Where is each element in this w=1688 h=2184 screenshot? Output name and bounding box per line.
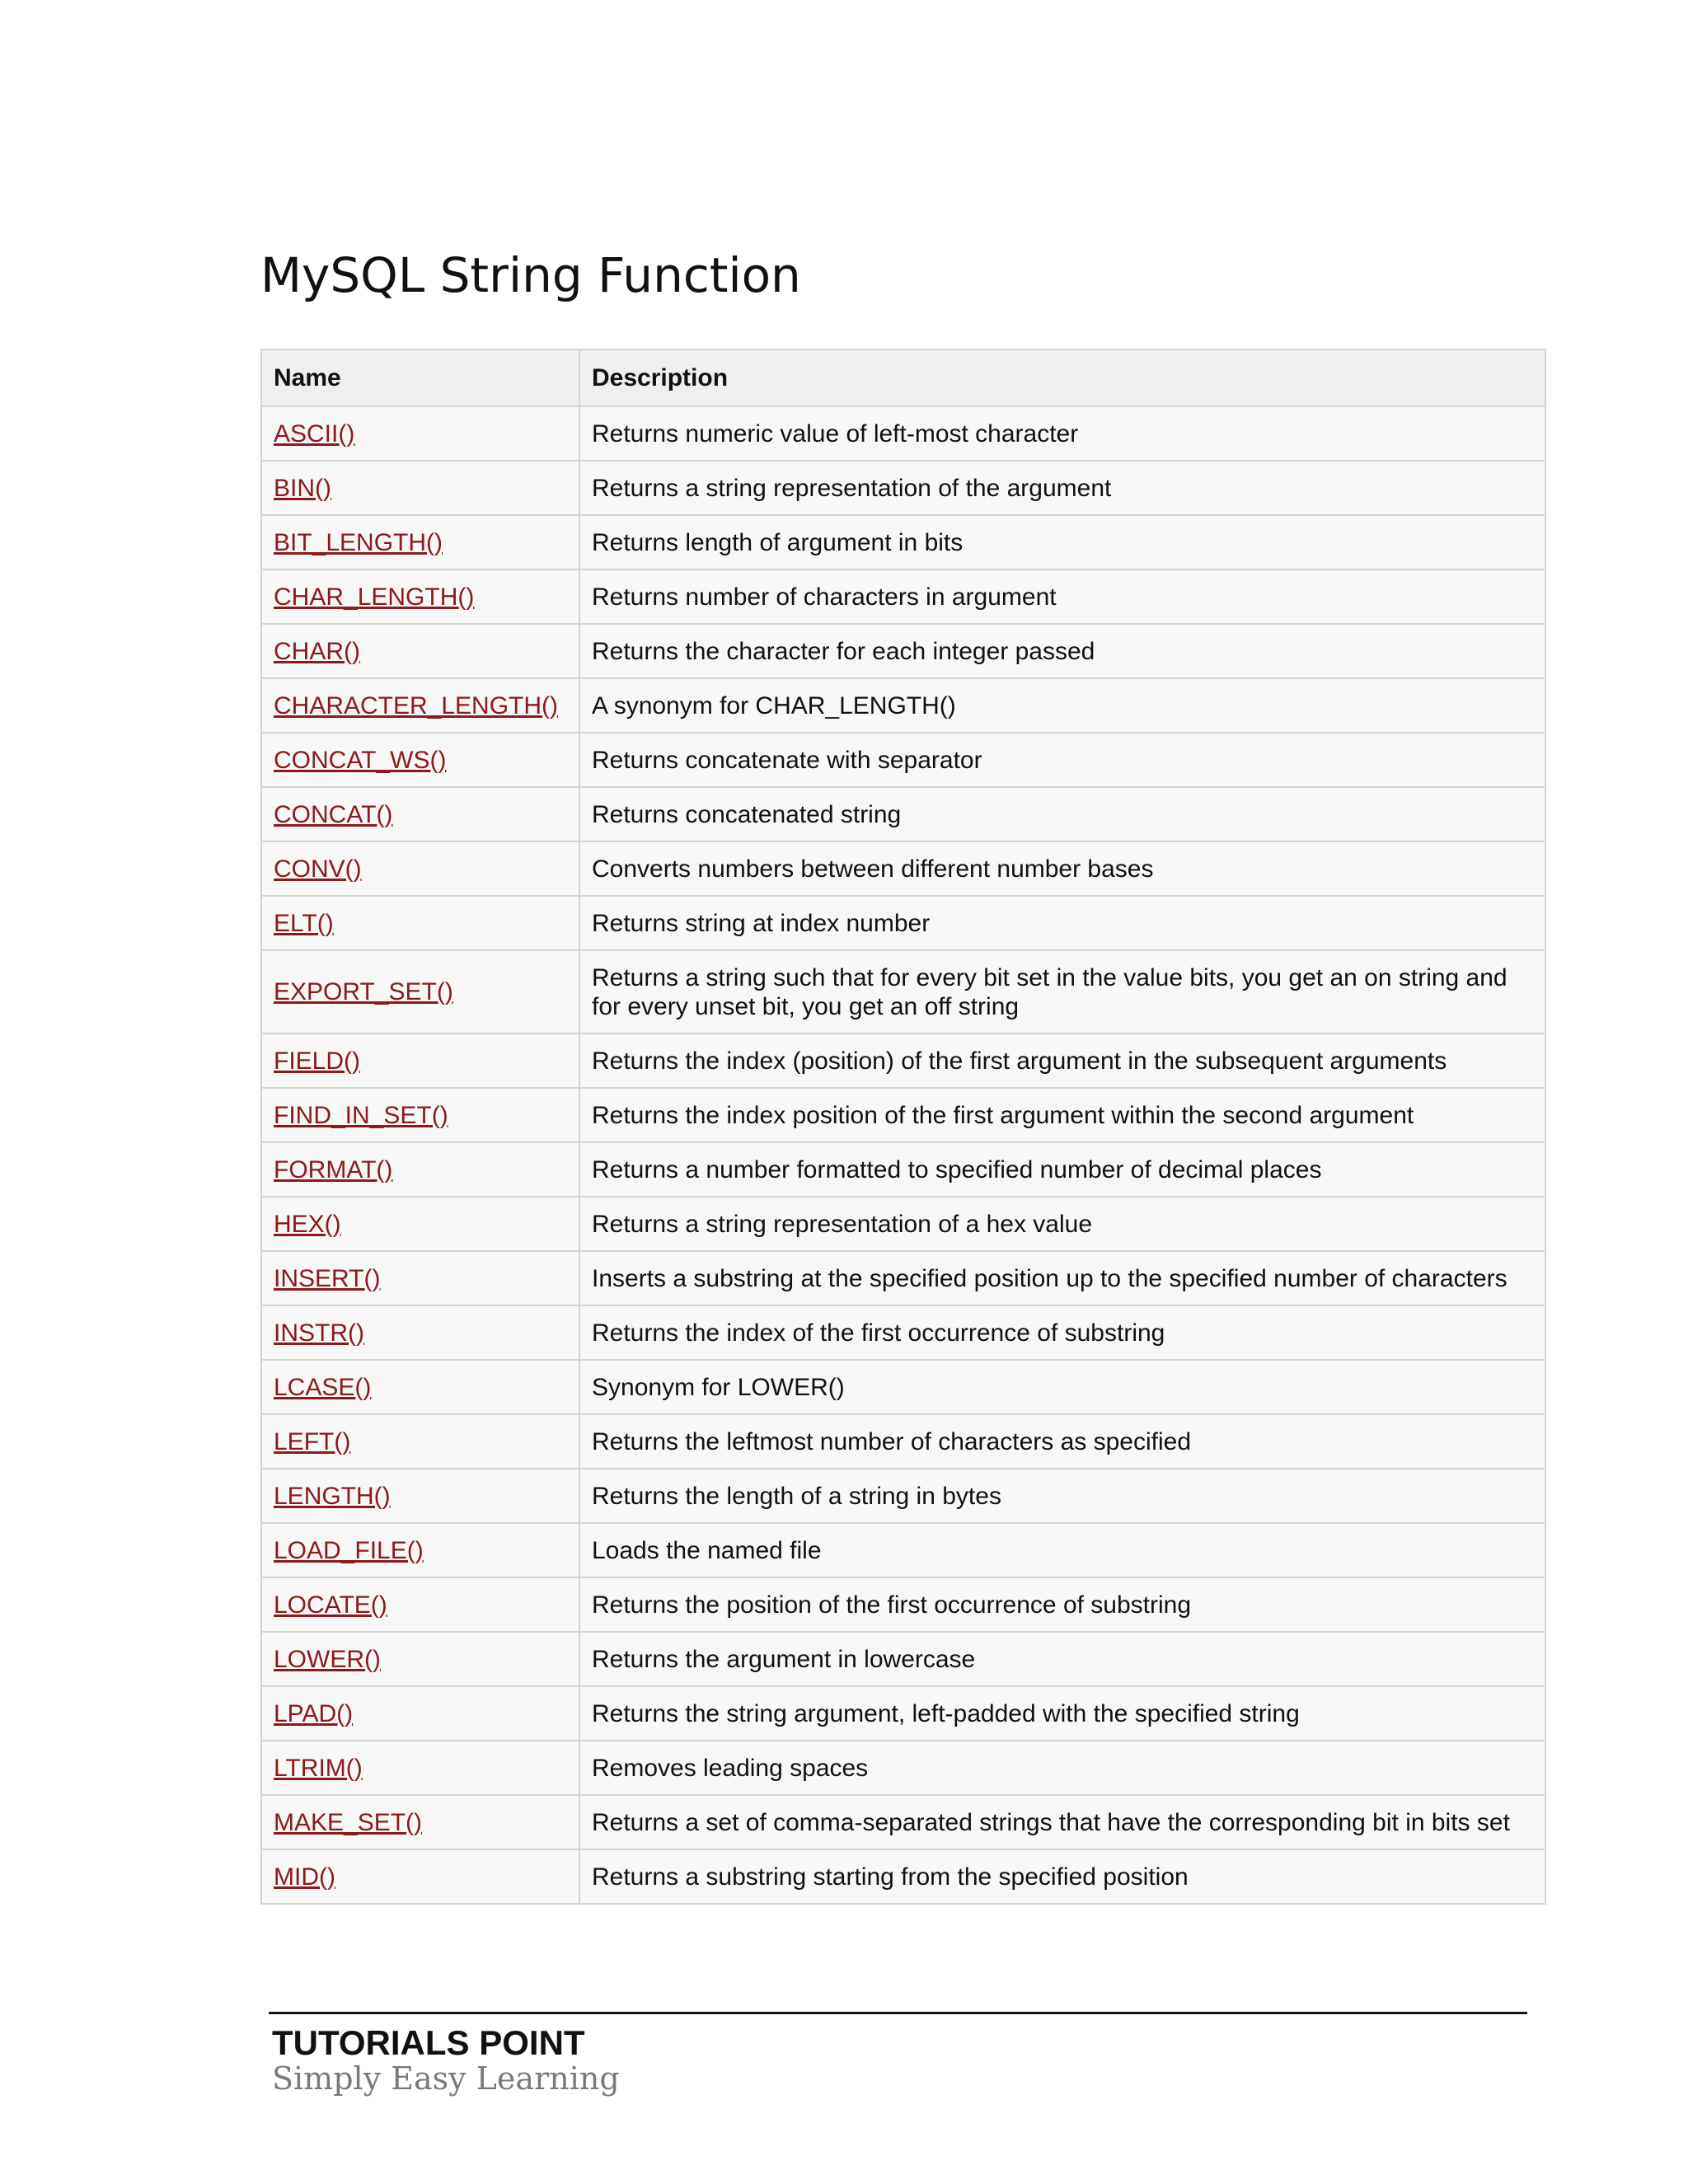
function-description-cell: Loads the named file [579, 1523, 1545, 1577]
table-row [261, 1197, 1545, 1251]
function-name-cell [261, 406, 579, 461]
column-header-name: Name [261, 349, 579, 406]
table-row [261, 406, 1545, 461]
function-name-cell [261, 569, 579, 624]
string-function-table [260, 349, 1546, 1905]
function-description-cell: Returns the index position of the first argument within the second argument [579, 1088, 1545, 1142]
table-row [261, 678, 1545, 733]
function-name-cell [261, 733, 579, 787]
function-link[interactable]: LTRIM() [274, 1754, 363, 1782]
table-row [261, 569, 1545, 624]
table-header-row [261, 349, 1545, 406]
function-description-cell: Removes leading spaces [579, 1741, 1545, 1795]
function-description-cell: Returns the argument in lowercase [579, 1632, 1545, 1686]
function-description-cell: Returns the index of the first occurrence of substring [579, 1305, 1545, 1360]
function-link[interactable]: CHAR_LENGTH() [274, 583, 475, 611]
page-title: MySQL String Function [260, 247, 801, 303]
function-description-cell: A synonym for CHAR_LENGTH() [579, 678, 1545, 733]
table-row [261, 733, 1545, 787]
function-name-cell [261, 787, 579, 841]
function-link[interactable]: INSERT() [274, 1264, 381, 1292]
table-row [261, 515, 1545, 569]
table-row [261, 1849, 1545, 1904]
function-description-cell: Returns a string representation of the argument [579, 461, 1545, 515]
column-header-description: Description [579, 349, 1545, 406]
table-row [261, 1033, 1545, 1088]
function-link[interactable]: CONCAT_WS() [274, 746, 447, 774]
table-row [261, 1741, 1545, 1795]
function-name-cell [261, 461, 579, 515]
function-name-cell [261, 896, 579, 950]
function-name-cell [261, 624, 579, 678]
table-row [261, 1795, 1545, 1849]
table-row [261, 1414, 1545, 1469]
function-description-cell: Converts numbers between different number bases [579, 841, 1545, 896]
function-description-cell: Returns string at index number [579, 896, 1545, 950]
table-row [261, 1632, 1545, 1686]
function-link[interactable]: ASCII() [274, 419, 355, 448]
table-row [261, 1577, 1545, 1632]
footer-divider [269, 2012, 1527, 2014]
function-name-cell [261, 1795, 579, 1849]
function-name-cell [261, 1469, 579, 1523]
function-description-cell: Returns the length of a string in bytes [579, 1469, 1545, 1523]
function-link[interactable]: HEX() [274, 1210, 341, 1238]
footer-tagline: Simply Easy Learning [272, 2060, 620, 2097]
function-description-cell: Inserts a substring at the specified position up to the specified number of characters [579, 1251, 1545, 1305]
table-row [261, 1523, 1545, 1577]
function-name-cell [261, 1033, 579, 1088]
function-name-cell [261, 1197, 579, 1251]
function-link[interactable]: CHARACTER_LENGTH() [274, 691, 559, 719]
function-name-cell [261, 1686, 579, 1741]
function-description-cell: Returns the position of the first occurrence of substring [579, 1577, 1545, 1632]
function-link[interactable]: LENGTH() [274, 1482, 391, 1510]
function-name-cell [261, 1849, 579, 1904]
function-link[interactable]: LOCATE() [274, 1591, 387, 1619]
function-name-cell [261, 1414, 579, 1469]
table-row [261, 1251, 1545, 1305]
function-link[interactable]: FIELD() [274, 1047, 360, 1075]
table-row [261, 896, 1545, 950]
table-row [261, 1088, 1545, 1142]
function-link[interactable]: LOAD_FILE() [274, 1536, 424, 1564]
function-description-cell: Returns a substring starting from the specified position [579, 1849, 1545, 1904]
function-name-cell [261, 1741, 579, 1795]
table-row [261, 624, 1545, 678]
table-row [261, 787, 1545, 841]
function-name-cell [261, 515, 579, 569]
function-name-cell [261, 950, 579, 1033]
function-description-cell: Returns concatenated string [579, 787, 1545, 841]
function-name-cell [261, 1523, 579, 1577]
function-link[interactable]: BIT_LENGTH() [274, 528, 443, 556]
function-link[interactable]: LOWER() [274, 1645, 381, 1673]
function-description-cell: Returns the index (position) of the first argument in the subsequent arguments [579, 1033, 1545, 1088]
function-name-cell [261, 1305, 579, 1360]
table-row [261, 461, 1545, 515]
function-link[interactable]: LPAD() [274, 1699, 354, 1727]
function-description-cell: Returns a string representation of a hex value [579, 1197, 1545, 1251]
function-link[interactable]: CONCAT() [274, 800, 393, 828]
function-description-cell: Returns a number formatted to specified number of decimal places [579, 1142, 1545, 1197]
function-link[interactable]: ELT() [274, 909, 334, 937]
function-name-cell [261, 1251, 579, 1305]
function-name-cell [261, 678, 579, 733]
function-link[interactable]: EXPORT_SET() [274, 978, 453, 1005]
function-link[interactable]: CHAR() [274, 637, 360, 665]
function-description-cell: Returns the leftmost number of characters as specified [579, 1414, 1545, 1469]
function-description-cell: Returns number of characters in argument [579, 569, 1545, 624]
function-description-cell: Returns a set of comma-separated strings that have the corresponding bit in bits set [579, 1795, 1545, 1849]
function-description-cell: Returns concatenate with separator [579, 733, 1545, 787]
function-name-cell [261, 841, 579, 896]
function-name-cell [261, 1142, 579, 1197]
function-name-cell [261, 1632, 579, 1686]
function-description-cell: Returns numeric value of left-most character [579, 406, 1545, 461]
function-description-cell: Synonym for LOWER() [579, 1360, 1545, 1414]
function-name-cell [261, 1577, 579, 1632]
function-link[interactable]: MAKE_SET() [274, 1808, 423, 1836]
function-link[interactable]: BIN() [274, 474, 331, 502]
function-link[interactable]: INSTR() [274, 1319, 364, 1347]
table-row [261, 1142, 1545, 1197]
function-link[interactable]: LCASE() [274, 1373, 372, 1401]
table-row [261, 1686, 1545, 1741]
function-name-cell [261, 1088, 579, 1142]
function-description-cell: Returns the character for each integer passed [579, 624, 1545, 678]
table-row [261, 1469, 1545, 1523]
function-link[interactable]: CONV() [274, 855, 362, 883]
function-link[interactable]: MID() [274, 1863, 335, 1891]
table-row [261, 841, 1545, 896]
footer-brand: TUTORIALS POINT [272, 2023, 585, 2062]
function-link[interactable]: LEFT() [274, 1427, 351, 1455]
function-description-cell: Returns length of argument in bits [579, 515, 1545, 569]
table-row [261, 950, 1545, 1033]
table-body [261, 406, 1545, 1904]
table-row [261, 1360, 1545, 1414]
table-row [261, 1305, 1545, 1360]
function-name-cell [261, 1360, 579, 1414]
function-description-cell: Returns a string such that for every bit set in the value bits, you get an on string and for every unset bit, you get an off string [579, 950, 1545, 1033]
function-link[interactable]: FIND_IN_SET() [274, 1101, 448, 1129]
function-link[interactable]: FORMAT() [274, 1155, 393, 1183]
function-description-cell: Returns the string argument, left-padded with the specified string [579, 1686, 1545, 1741]
